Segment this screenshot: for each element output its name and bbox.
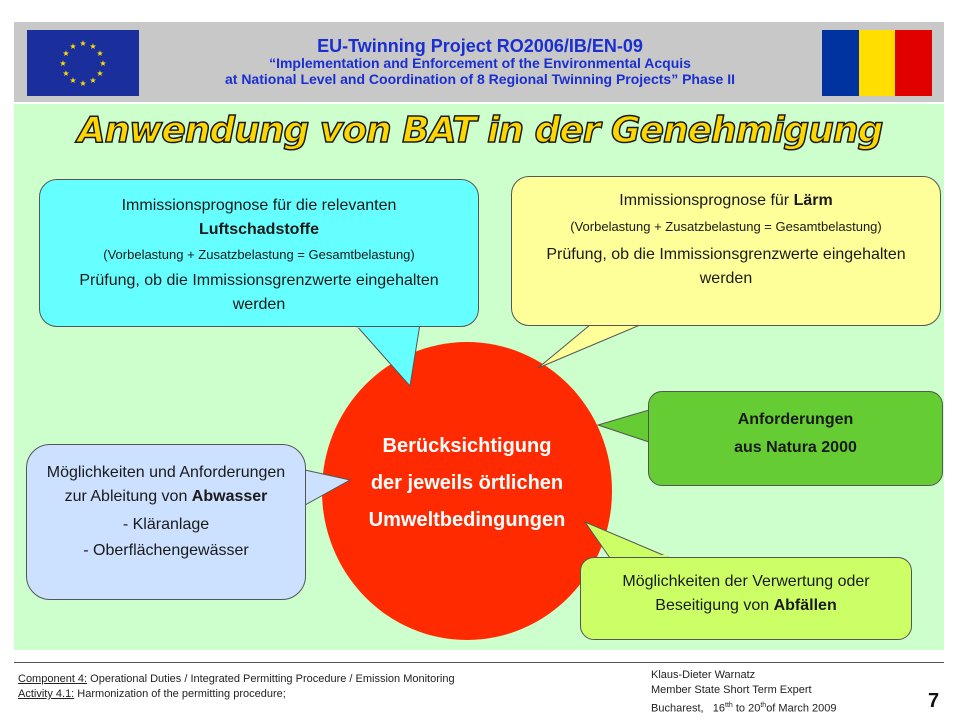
luft-check: Prüfung, ob die Immissionsgrenzwerte eingehalten werden — [79, 272, 439, 313]
svg-text:★: ★ — [96, 69, 104, 78]
natura-line-1: Anforderungen — [737, 411, 854, 428]
abwasser-bold: Abwasser — [191, 488, 268, 505]
svg-text:★: ★ — [62, 49, 70, 58]
activity-label: Activity 4.1: — [18, 688, 75, 700]
luft-line-1: Immissionsprognose für die relevanten — [121, 197, 397, 214]
center-line-2: der jeweils örtlichen — [370, 472, 564, 494]
svg-text:★: ★ — [79, 79, 87, 88]
abfall-line-1: Möglichkeiten der Verwertung oder Beseitigung von — [622, 573, 870, 614]
center-circle-text — [322, 428, 612, 539]
svg-text:★: ★ — [69, 76, 77, 85]
component-label: Component 4: — [18, 673, 88, 685]
abwasser-item-2: - Oberflächengewässer — [83, 542, 249, 559]
svg-text:★: ★ — [96, 49, 104, 58]
laerm-note: (Vorbelastung + Zusatzbelastung = Gesamtbelastung) — [570, 219, 882, 234]
svg-text:★: ★ — [89, 42, 97, 51]
laerm-check: Prüfung, ob die Immissionsgrenzwerte eingehalten werden — [546, 246, 906, 287]
event-date: Bucharest, $16^{tth}$ to 20thof March 2009 — [651, 702, 837, 715]
center-line-1: Berücksichtigung — [382, 435, 552, 457]
slide-title: Anwendung von BAT in der Genehmigung — [77, 110, 883, 151]
bubble-laerm — [511, 176, 941, 326]
luft-line-2: Luftschadstoffe — [199, 221, 319, 238]
laerm-bold: Lärm — [793, 192, 833, 209]
project-subtitle-2: at National Level and Coordination of 8 Regional Twinning Projects” Phase II — [224, 71, 736, 87]
project-title: EU-Twinning Project RO2006/IB/EN-09 — [317, 36, 643, 56]
abfall-bold: Abfällen — [773, 597, 837, 614]
activity-text: Harmonization of the permitting procedure; — [74, 688, 286, 700]
svg-text:★: ★ — [62, 69, 70, 78]
abwasser-item-1: - Kläranlage — [122, 516, 210, 533]
footer-right — [651, 668, 837, 717]
bubble-natura — [648, 391, 943, 486]
footer-left — [18, 672, 455, 702]
svg-text:★: ★ — [79, 39, 87, 48]
component-text: Operational Duties / Integrated Permitting Procedure / Emission Monitoring — [87, 673, 455, 685]
bubble-abfall — [580, 557, 912, 640]
svg-text:★: ★ — [89, 76, 97, 85]
tail-laerm — [538, 325, 640, 368]
natura-line-2: aus Natura 2000 — [734, 439, 857, 456]
laerm-line-1: Immissionsprognose für — [619, 192, 790, 209]
author-role: Member State Short Term Expert — [651, 684, 812, 696]
tail-luft — [355, 324, 420, 386]
author-name: Klaus-Dieter Warnatz — [651, 669, 756, 681]
abwasser-line-1: Möglichkeiten und Anforderungen zur Ableitung von — [46, 464, 286, 505]
svg-text:★: ★ — [69, 42, 77, 51]
center-line-3: Umweltbedingungen — [368, 509, 566, 531]
project-subtitle-1: “Implementation and Enforcement of the Environmental Acquis — [269, 55, 691, 71]
page-number: 7 — [928, 690, 940, 712]
svg-text:★: ★ — [59, 59, 67, 68]
bubble-abwasser — [26, 444, 306, 600]
footer-divider — [14, 662, 944, 663]
svg-text:★: ★ — [99, 59, 107, 68]
bubble-luftschadstoffe — [39, 179, 479, 327]
luft-note: (Vorbelastung + Zusatzbelastung = Gesamtbelastung) — [103, 247, 415, 262]
